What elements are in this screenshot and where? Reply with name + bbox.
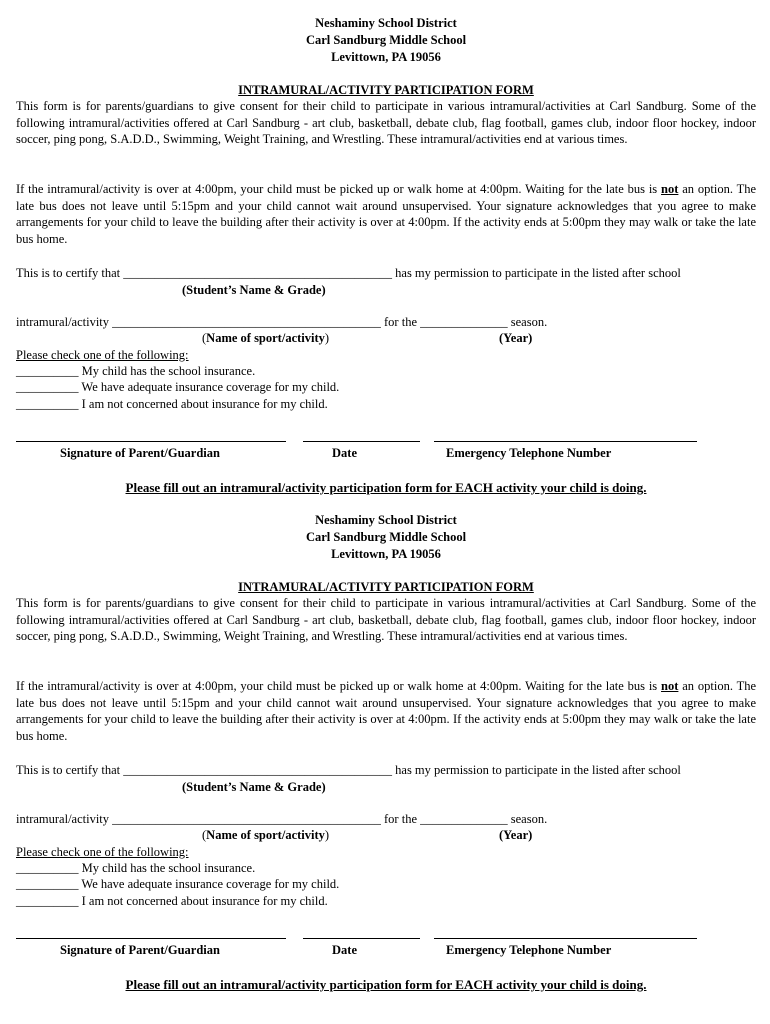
participation-form-bottom bbox=[16, 512, 756, 1009]
option-school-insurance: __________ My child has the school insurance. bbox=[16, 364, 256, 378]
pickup-notice-paragraph bbox=[16, 678, 756, 744]
certify-line: This is to certify that ___________________________________________ has my permission to participate in the listed after school bbox=[16, 763, 681, 777]
form-title: INTRAMURAL/ACTIVITY PARTICIPATION FORM bbox=[238, 580, 534, 594]
parent-signature-label: Signature of Parent/Guardian bbox=[60, 943, 220, 957]
footer-instruction: Please fill out an intramural/activity participation form for EACH activity your child is doing. bbox=[125, 977, 647, 992]
pickup-notice-text-cont: an option. The late bus does not leave until 5:15pm and your child cannot wait around unsupervised. Your signature acknowledges that you agree to make arrangements for your child to leave the building after their activity is over at 4:00pm. If the activity ends at 5:00pm they may walk or take the late bus home. bbox=[16, 182, 757, 246]
footer-instruction: Please fill out an intramural/activity participation form for EACH activity your child is doing. bbox=[125, 480, 647, 495]
student-name-label: (Student’s Name & Grade) bbox=[182, 780, 326, 794]
not-emphasis: not bbox=[661, 679, 679, 693]
activity-line: intramural/activity ___________________________________________ for the ______________ season. bbox=[16, 315, 548, 329]
date-line bbox=[303, 441, 420, 442]
year-label: (Year) bbox=[499, 331, 533, 345]
emergency-phone-label: Emergency Telephone Number bbox=[446, 446, 612, 460]
phone-line bbox=[434, 441, 697, 442]
phone-line bbox=[434, 938, 697, 939]
pickup-notice-text-cont: an option. The late bus does not leave until 5:15pm and your child cannot wait around unsupervised. Your signature acknowledges that you agree to make arrangements for your child to leave the building after their activity is over at 4:00pm. If the activity ends at 5:00pm they may walk or take the late bus home. bbox=[16, 679, 757, 743]
option-adequate-insurance: __________ We have adequate insurance coverage for my child. bbox=[16, 380, 340, 394]
intro-paragraph: This form is for parents/guardians to give consent for their child to participate in various intramural/activities at Carl Sandburg. Some of the following intramural/activities offered at Carl Sandburg - art club, basketball, debate club, flag football, games club, indoor floor hockey, indoor soccer, ping pong, S.A.D.D., Swimming, Weight Training, and Wrestling. These intramural/activities end at various times. bbox=[16, 99, 756, 147]
pickup-notice-text: If the intramural/activity is over at 4:00pm, your child must be picked up or walk home at 4:00pm. Waiting for the late bus is bbox=[16, 679, 662, 693]
school-city: Levittown, PA 19056 bbox=[331, 50, 441, 64]
date-line bbox=[303, 938, 420, 939]
option-not-concerned: __________ I am not concerned about insurance for my child. bbox=[16, 397, 328, 411]
date-label: Date bbox=[332, 446, 357, 460]
year-label: (Year) bbox=[499, 828, 533, 842]
district-name: Neshaminy School District bbox=[315, 16, 457, 30]
pickup-notice-text: If the intramural/activity is over at 4:00pm, your child must be picked up or walk home at 4:00pm. Waiting for the late bus is bbox=[16, 182, 662, 196]
school-name: Carl Sandburg Middle School bbox=[305, 530, 467, 544]
check-heading: Please check one of the following: bbox=[16, 348, 189, 362]
participation-form-top bbox=[16, 15, 756, 512]
pickup-notice-paragraph bbox=[16, 181, 756, 247]
option-school-insurance: __________ My child has the school insurance. bbox=[16, 861, 256, 875]
parent-signature-label: Signature of Parent/Guardian bbox=[60, 446, 220, 460]
form-title: INTRAMURAL/ACTIVITY PARTICIPATION FORM bbox=[238, 83, 534, 97]
school-name: Carl Sandburg Middle School bbox=[305, 33, 467, 47]
emergency-phone-label: Emergency Telephone Number bbox=[446, 943, 612, 957]
option-not-concerned: __________ I am not concerned about insurance for my child. bbox=[16, 894, 328, 908]
sport-activity-label: (Name of sport/activity) bbox=[202, 331, 330, 345]
check-heading: Please check one of the following: bbox=[16, 845, 189, 859]
not-emphasis: not bbox=[661, 182, 679, 196]
intro-paragraph: This form is for parents/guardians to give consent for their child to participate in various intramural/activities at Carl Sandburg. Some of the following intramural/activities offered at Carl Sandburg - art club, basketball, debate club, flag football, games club, indoor floor hockey, indoor soccer, ping pong, S.A.D.D., Swimming, Weight Training, and Wrestling. These intramural/activities end at various times. bbox=[16, 596, 756, 644]
district-name: Neshaminy School District bbox=[315, 513, 457, 527]
activity-line: intramural/activity ___________________________________________ for the ______________ season. bbox=[16, 812, 548, 826]
certify-line: This is to certify that ___________________________________________ has my permission to participate in the listed after school bbox=[16, 266, 681, 280]
sport-activity-label: (Name of sport/activity) bbox=[202, 828, 330, 842]
school-city: Levittown, PA 19056 bbox=[331, 547, 441, 561]
date-label: Date bbox=[332, 943, 357, 957]
student-name-label: (Student’s Name & Grade) bbox=[182, 283, 326, 297]
parent-signature-line bbox=[16, 441, 286, 442]
parent-signature-line bbox=[16, 938, 286, 939]
option-adequate-insurance: __________ We have adequate insurance coverage for my child. bbox=[16, 877, 340, 891]
